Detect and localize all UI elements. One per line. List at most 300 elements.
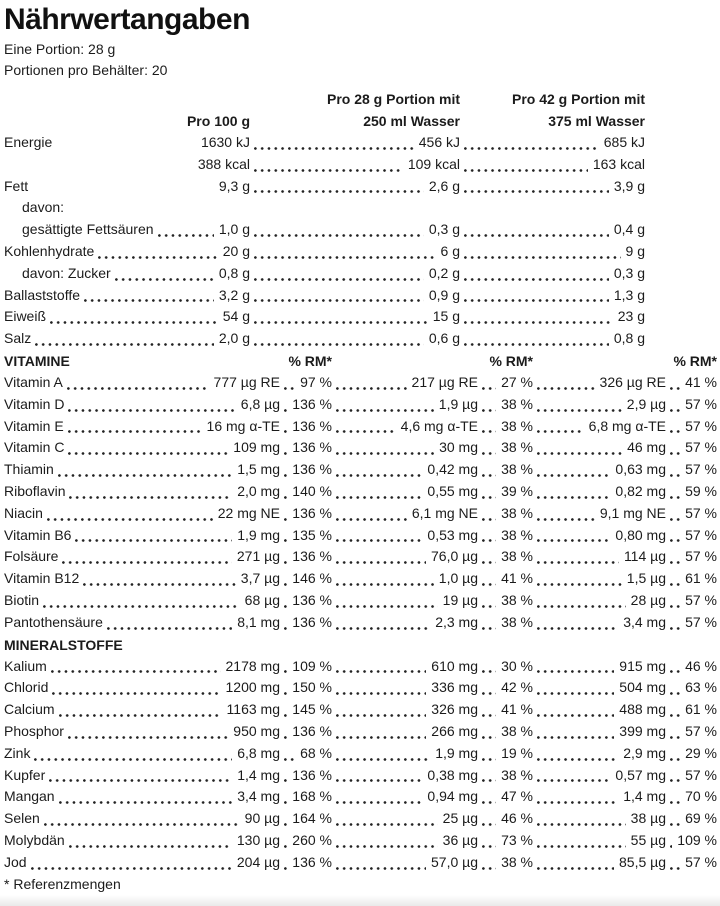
table-row [0,677,720,699]
table-row [0,786,720,808]
rm-percent-100g: 136 % [292,395,332,412]
table-row [0,459,720,481]
dot-leader [537,539,610,542]
value-per-28g: 336 mg [431,679,478,696]
rm-percent-100g: 136 % [292,613,332,630]
dot-leader [670,452,680,455]
dot-leader [537,561,619,564]
value-per-42g: 326 µg RE [599,373,666,390]
column-header-42g-line2: 375 ml Wasser [548,113,645,129]
value-per-100g: 0,8 g [218,264,250,281]
minerals-table [0,656,720,874]
rm-percent-100g: 168 % [292,788,332,805]
value-per-42g: 504 mg [619,679,666,696]
dot-leader [75,539,232,542]
dot-leader [464,212,640,215]
value-per-42g: 0,3 g [613,264,645,281]
dot-leader [62,561,231,564]
value-per-100g: 1200 mg [225,679,280,696]
column-header-100g: Pro 100 g [186,113,250,129]
rm-percent-42g: 46 % [685,657,717,674]
dot-leader [482,387,496,390]
dot-leader [336,561,426,564]
table-row [0,525,720,547]
column-header-block [0,88,720,132]
nutrient-label: Phosphor [4,722,64,739]
value-per-28g: 1,9 mg [435,744,478,761]
dot-leader [482,605,496,608]
dot-leader [670,387,680,390]
value-per-28g: 0,38 mg [427,766,478,783]
dot-leader [52,692,220,695]
value-per-42g: 6,8 mg α-TE [588,417,666,434]
dot-leader [464,343,609,346]
nutrient-label: Calcium [4,701,55,718]
rm-header-42g: % RM* [673,352,717,369]
value-per-28g: 0,42 mg [427,461,478,478]
dot-leader [482,430,496,433]
value-per-42g: 3,4 mg [623,613,666,630]
table-row [0,808,720,830]
value-per-28g: 0,94 mg [427,788,478,805]
dot-leader [284,605,287,608]
dot-leader [670,670,680,673]
dot-leader [482,692,496,695]
dot-leader [670,561,680,564]
dot-leader [49,779,232,782]
value-per-28g: 217 µg RE [411,373,478,390]
nutrient-label: Mangan [4,788,55,805]
rm-percent-100g: 136 % [292,439,332,456]
nutrient-label: Vitamin D [4,395,65,412]
dot-leader [284,539,287,542]
dot-leader [47,518,213,521]
value-per-42g: 9 g [625,242,645,259]
value-per-100g: 1630 kJ [200,134,250,150]
rm-percent-100g: 164 % [292,810,332,827]
minerals-section-title: MINERALSTOFFE [4,636,123,653]
nutrient-label: Molybdän [4,831,65,848]
page-title: Nährwertangaben [4,3,250,36]
rm-percent-42g: 69 % [685,810,717,827]
rm-percent-42g: 29 % [685,744,717,761]
rm-percent-100g: 109 % [292,657,332,674]
dot-leader [336,758,430,761]
value-per-28g: 0,9 g [428,286,460,303]
value-per-42g: 399 mg [619,722,666,739]
dot-leader [43,605,240,608]
dot-leader [537,496,610,499]
rm-percent-28g: 41 % [501,570,533,587]
dot-leader [537,692,614,695]
nutrient-label: Thiamin [4,461,54,478]
value-per-100g: 3,2 g [218,286,250,303]
nutrient-label: Vitamin A [4,373,63,390]
value-per-42g: 114 µg [623,548,666,565]
rm-percent-42g: 57 % [685,766,717,783]
table-row [0,546,720,568]
dot-leader [336,779,422,782]
nutrient-label: Kalium [4,657,47,674]
dot-leader [482,496,496,499]
rm-percent-28g: 38 % [501,395,533,412]
dot-leader [284,452,287,455]
dot-leader [67,387,209,390]
dot-leader [482,539,496,542]
dot-leader [84,299,214,302]
dot-leader [56,147,196,150]
dot-leader [51,670,221,673]
dot-leader [31,867,232,870]
dot-leader [254,212,455,215]
rm-percent-42g: 70 % [685,788,717,805]
table-row [0,394,720,416]
rm-percent-100g: 136 % [292,548,332,565]
value-per-100g: 6,8 mg [237,744,280,761]
value-per-100g: 130 µg [236,831,280,848]
value-per-42g: 2,9 µg [626,395,666,412]
value-per-100g: 2,0 mg [237,482,280,499]
value-per-42g: 9,1 mg NE [599,504,666,521]
dot-leader [670,779,680,782]
dot-leader [670,627,680,630]
table-row [0,590,720,612]
rm-percent-42g: 57 % [685,395,717,412]
rm-percent-100g: 136 % [292,591,332,608]
dot-leader [670,583,680,586]
dot-leader [284,409,287,412]
value-per-100g: 1,4 mg [237,766,280,783]
rm-percent-42g: 57 % [685,526,717,543]
dot-leader [284,714,287,717]
rm-percent-28g: 38 % [501,591,533,608]
value-per-100g: 388 kcal [197,155,250,172]
rm-percent-28g: 38 % [501,504,533,521]
rm-percent-42g: 57 % [685,613,717,630]
rm-percent-28g: 38 % [501,613,533,630]
value-per-42g: 55 µg [630,831,666,848]
rm-percent-28g: 39 % [501,482,533,499]
rm-percent-42g: 57 % [685,504,717,521]
dot-leader [68,736,228,739]
dot-leader [336,823,438,826]
dot-leader [464,321,613,324]
dot-leader [670,409,680,412]
nutrient-label: Folsäure [4,548,59,565]
rm-percent-28g: 38 % [501,548,533,565]
value-per-42g: 2,9 mg [623,744,666,761]
dot-leader [68,430,202,433]
value-per-100g: 9,3 g [218,177,250,194]
rm-percent-100g: 260 % [292,831,332,848]
dot-leader [336,496,422,499]
rm-header-28g: % RM* [489,352,533,369]
dot-leader [482,845,496,848]
dot-leader [670,539,680,542]
value-per-100g: 2,0 g [218,330,250,347]
value-per-42g: 28 µg [630,591,666,608]
dot-leader [69,845,232,848]
dot-leader [464,256,621,259]
minerals-section-header [0,634,720,656]
value-per-42g: 0,57 mg [615,766,666,783]
dot-leader [537,779,610,782]
dot-leader [50,321,218,324]
rm-percent-28g: 73 % [501,831,533,848]
value-per-28g: 109 kcal [407,155,460,172]
rm-header-100g: % RM* [288,352,332,369]
nutrient-label: Fett [4,177,29,194]
value-per-100g: 54 g [222,308,250,325]
nutrient-label: gesättigte Fettsäuren [22,221,154,238]
dot-leader [537,845,626,848]
rm-percent-28g: 38 % [501,766,533,783]
value-per-42g: 38 µg [630,810,666,827]
dot-leader [482,561,496,564]
value-per-28g: 1,9 µg [438,395,478,412]
rm-percent-42g: 59 % [685,482,717,499]
value-per-100g: 2178 mg [225,657,280,674]
table-row [0,306,720,328]
value-per-28g: 36 µg [442,831,478,848]
dot-leader [59,801,233,804]
rm-percent-28g: 30 % [501,657,533,674]
table-row [0,197,720,219]
nutrient-label: Vitamin B6 [4,526,72,543]
value-per-28g: 0,3 g [428,221,460,238]
rm-percent-28g: 38 % [501,722,533,739]
table-row [0,612,720,634]
value-per-42g: 23 g [617,308,645,325]
value-per-42g: 46 mg [627,439,666,456]
dot-leader [482,801,496,804]
rm-percent-42g: 57 % [685,591,717,608]
dot-leader [284,496,287,499]
value-per-100g: 6,8 µg [240,395,280,412]
value-per-100g: 20 g [222,242,250,259]
dot-leader [482,779,496,782]
rm-percent-28g: 38 % [501,461,533,478]
rm-percent-28g: 42 % [501,679,533,696]
table-row [0,132,720,154]
rm-percent-100g: 136 % [292,766,332,783]
value-per-100g: 777 µg RE [213,373,280,390]
dot-leader [284,670,287,673]
value-per-100g: 8,1 mg [237,613,280,630]
dot-leader [284,823,287,826]
value-per-28g: 6 g [440,242,460,259]
rm-percent-100g: 136 % [292,853,332,870]
dot-leader [464,234,609,237]
dot-leader [336,845,438,848]
dot-leader [284,801,287,804]
dot-leader [482,452,496,455]
rm-percent-100g: 145 % [292,701,332,718]
value-per-28g: 456 kJ [418,134,460,150]
value-per-100g: 1,9 mg [237,526,280,543]
rm-percent-28g: 46 % [501,810,533,827]
column-header-row-1 [0,88,720,110]
value-per-100g: 1,5 mg [237,461,280,478]
value-per-42g: 915 mg [619,657,666,674]
nutrient-label: Vitamin E [4,417,64,434]
value-per-28g: 57,0 µg [431,853,478,870]
table-row [0,285,720,307]
dot-leader [284,692,287,695]
dot-leader [537,605,626,608]
rm-percent-28g: 41 % [501,701,533,718]
rm-percent-100g: 140 % [292,482,332,499]
dot-leader [336,583,434,586]
table-row [0,852,720,874]
value-per-28g: 30 mg [439,439,478,456]
rm-percent-42g: 57 % [685,417,717,434]
table-row [0,328,720,350]
spacer [645,110,720,132]
value-per-42g: 1,4 mg [623,788,666,805]
nutrient-label: Zink [4,744,31,761]
dot-leader [537,387,595,390]
dot-leader [670,496,680,499]
nutrient-label: Selen [4,810,40,827]
nutrient-label: Energie [4,134,53,150]
nutrient-label: Chlorid [4,679,49,696]
dot-leader [537,823,626,826]
footnote: * Referenzmengen [4,875,121,892]
dot-leader [670,692,680,695]
vitamins-section-title: VITAMINE [4,352,70,369]
dot-leader [284,627,287,630]
page-edge-shadow [0,895,720,906]
dot-leader [336,714,426,717]
dot-leader [537,409,622,412]
value-per-100g: 3,4 mg [237,788,280,805]
column-header-28g-line2: 250 ml Wasser [363,113,460,129]
dot-leader [336,387,407,390]
dot-leader [464,147,599,150]
dot-leader [482,758,496,761]
value-per-100g: 204 µg [236,853,280,870]
value-per-28g: 326 mg [431,701,478,718]
dot-leader [336,867,426,870]
value-per-28g: 2,3 mg [435,613,478,630]
dot-leader [254,147,414,150]
value-per-28g: 4,6 mg α-TE [400,417,478,434]
rm-percent-100g: 136 % [292,417,332,434]
column-header-28g-line1: Pro 28 g Portion mit [326,91,460,107]
table-row [0,372,720,394]
table-row [0,656,720,678]
value-per-42g: 0,80 mg [615,526,666,543]
dot-leader [284,758,295,761]
nutrient-label: Pantothensäure [4,613,103,630]
value-per-28g: 0,55 mg [427,482,478,499]
nutrient-label: Vitamin B12 [4,570,80,587]
vitamins-table [0,372,720,634]
dot-leader [254,278,424,281]
dot-leader [537,801,618,804]
rm-percent-100g: 68 % [300,744,332,761]
dot-leader [158,234,214,237]
dot-leader [482,736,496,739]
dot-leader [482,627,496,630]
dot-leader [336,605,438,608]
value-per-100g: 1,0 g [218,221,250,238]
dot-leader [537,430,584,433]
dot-leader [254,256,436,259]
servings-per-container-line: Portionen pro Behälter: 20 [4,62,168,78]
nutrient-label: Vitamin C [4,439,65,456]
dot-leader [482,714,496,717]
value-per-28g: 266 mg [431,722,478,739]
dot-leader [537,583,622,586]
rm-percent-42g: 109 % [677,831,717,848]
dot-leader [537,670,614,673]
table-row [0,437,720,459]
dot-leader [482,670,496,673]
rm-percent-42g: 61 % [685,701,717,718]
dot-leader [336,409,434,412]
dot-leader [336,452,434,455]
value-per-100g: 16 mg α-TE [206,417,280,434]
dot-leader [336,736,426,739]
dot-leader [254,234,424,237]
table-row [0,830,720,852]
table-row [0,568,720,590]
dot-leader [670,605,680,608]
nutrient-label: davon: Zucker [22,264,111,281]
column-header-row-2 [0,110,720,132]
value-per-28g: 19 µg [442,591,478,608]
dot-leader [8,169,193,172]
dot-leader [336,670,426,673]
dot-leader [32,190,214,193]
value-per-42g: 488 mg [619,701,666,718]
rm-percent-28g: 38 % [501,526,533,543]
table-row [0,721,720,743]
nutrient-label: davon: [22,199,65,216]
rm-percent-42g: 57 % [685,548,717,565]
dot-leader [464,299,609,302]
value-per-42g: 685 kJ [603,134,645,150]
dot-leader [537,867,614,870]
dot-leader [537,627,618,630]
value-per-42g: 1,3 g [613,286,645,303]
dot-leader [336,430,396,433]
dot-leader [537,518,595,521]
value-per-100g: 68 µg [244,591,280,608]
value-per-28g: 610 mg [431,657,478,674]
rm-percent-42g: 57 % [685,853,717,870]
nutrient-label: Biotin [4,591,40,608]
table-row [0,154,720,176]
rm-percent-28g: 38 % [501,853,533,870]
dot-leader [284,845,287,848]
dot-leader [670,758,680,761]
dot-leader [537,714,614,717]
table-row [0,416,720,438]
dot-leader [670,823,680,826]
dot-leader [537,452,622,455]
value-per-28g: 0,6 g [428,330,460,347]
rm-percent-100g: 150 % [292,679,332,696]
nutrient-label: Kupfer [4,766,46,783]
dot-leader [254,343,424,346]
rm-percent-28g: 47 % [501,788,533,805]
dot-leader [336,801,422,804]
dot-leader [59,714,222,717]
dot-leader [670,736,680,739]
